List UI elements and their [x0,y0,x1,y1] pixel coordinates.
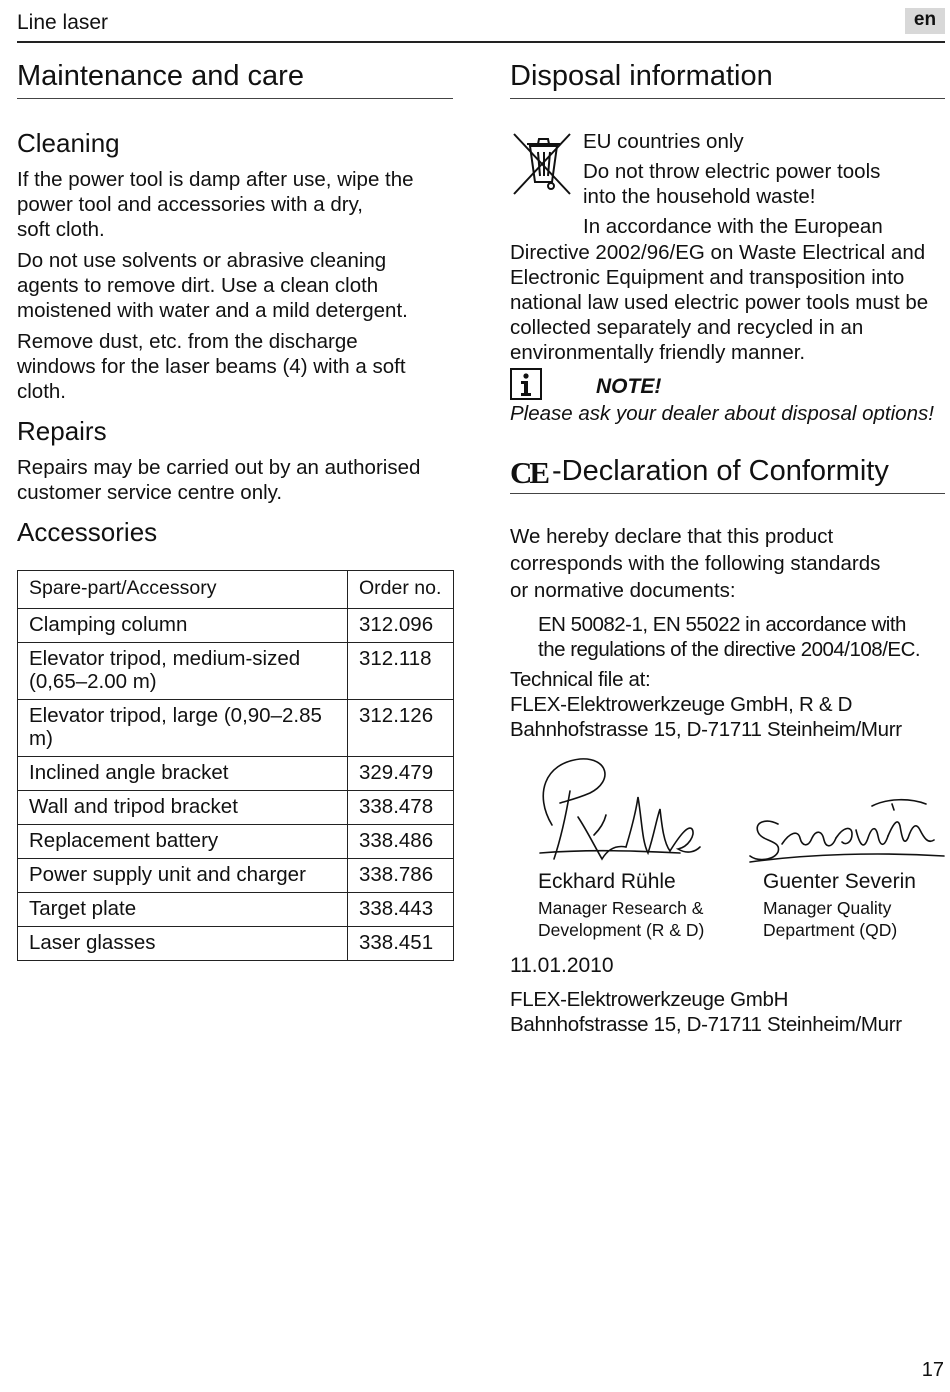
order-cell: 312.096 [348,609,454,643]
signatory-ruehle [538,870,758,941]
eu-only-label: EU countries only [583,130,744,153]
company-address [510,987,950,1037]
part-cell: Elevator tripod, large (0,90–2.85 m) [18,700,348,757]
part-cell: Target plate [18,893,348,927]
text-line: Bahnhofstrasse 15, D-71711 Steinheim/Murr [510,718,902,741]
table-row [18,859,454,893]
text-line: collected separately and recycled in an [510,316,864,339]
repairs-text [17,455,457,505]
accessories-heading: Accessories [17,517,158,547]
signature-severin [748,790,946,870]
technical-file [510,667,950,742]
signatory-role: Department (QD) [763,920,898,940]
section-divider [17,98,453,99]
accessories-table [17,570,454,961]
text-line: Remove dust, etc. from the discharge [17,330,358,353]
disposal-directive-text [510,240,950,365]
part-cell: Inclined angle bracket [18,757,348,791]
order-cell: 338.451 [348,927,454,961]
table-row [18,700,454,757]
text-line: power tool and accessories with a dry, [17,193,364,216]
table-row [18,757,454,791]
text-line: Electronic Equipment and transposition into [510,266,905,289]
order-cell: 338.486 [348,825,454,859]
text-line: Directive 2002/96/EG on Waste Electrical and [510,241,926,264]
signatory-role: Development (R & D) [538,920,705,940]
part-cell: Power supply unit and charger [18,859,348,893]
column-header-order: Order no. [348,571,454,609]
text-line: customer service centre only. [17,481,283,504]
repairs-heading: Repairs [17,416,107,446]
text-line: Do not use solvents or abrasive cleaning [17,249,387,272]
table-row [18,609,454,643]
page-number: 17 [921,1359,944,1381]
conformity-heading: -Declaration of Conformity [552,455,889,487]
text-line: If the power tool is damp after use, wipe the [17,168,414,191]
conformity-intro [510,523,950,604]
column-header-part: Spare-part/Accessory [18,571,348,609]
note-label: NOTE! [596,375,662,398]
cleaning-heading: Cleaning [17,128,120,158]
disposal-intro [583,129,943,239]
part-cell: Laser glasses [18,927,348,961]
disposal-heading: Disposal information [510,60,773,92]
order-cell: 338.786 [348,859,454,893]
text-line: cloth. [17,380,66,403]
text-line: environmentally friendly manner. [510,341,806,364]
table-row [18,825,454,859]
note-text: Please ask your dealer about disposal options! [510,402,934,425]
signatory-role: Manager Research & [538,898,704,918]
order-cell: 312.118 [348,643,454,700]
order-cell: 329.479 [348,757,454,791]
text-line: FLEX-Elektrowerkzeuge GmbH [510,988,789,1011]
text-line: the regulations of the directive 2004/108/EC. [538,638,921,661]
text-line: In accordance with the European [583,215,883,238]
signatory-name: Guenter Severin [763,870,916,893]
text-line: EN 50082-1, EN 55022 in accordance with [538,613,906,636]
text-line: Do not throw electric power tools [583,160,881,183]
page-header [17,0,945,43]
order-cell: 338.443 [348,893,454,927]
language-badge: en [905,8,945,34]
section-divider [510,98,945,99]
text-line: moistened with water and a mild detergent. [17,299,408,322]
text-line: FLEX-Elektrowerkzeuge GmbH, R & D [510,693,853,716]
text-line: Bahnhofstrasse 15, D-71711 Steinheim/Murr [510,1013,902,1036]
text-line: soft cloth. [17,218,105,241]
text-line: windows for the laser beams (4) with a soft [17,355,406,378]
maintenance-heading: Maintenance and care [17,60,304,92]
info-icon [510,368,542,400]
table-row [18,893,454,927]
text-line: into the household waste! [583,185,816,208]
text-line: national law used electric power tools must be [510,291,929,314]
cleaning-text [17,167,457,404]
text-line: agents to remove dirt. Use a clean cloth [17,274,379,297]
part-cell: Replacement battery [18,825,348,859]
crossed-out-wheelie-bin-icon [510,130,574,198]
part-cell: Wall and tripod bracket [18,791,348,825]
part-cell: Elevator tripod, medium-sized (0,65–2.00 m) [18,643,348,700]
text-line: Repairs may be carried out by an authorised [17,456,421,479]
table-header-row [18,571,454,609]
standards-list [538,612,948,662]
text-line: or normative documents: [510,579,736,602]
part-cell: Clamping column [18,609,348,643]
text-line: Technical file at: [510,668,651,691]
signatory-name: Eckhard Rühle [538,870,676,893]
document-title: Line laser [17,11,109,34]
table-row [18,791,454,825]
table-row [18,643,454,700]
text-line: We hereby declare that this product [510,525,834,548]
signatory-severin [763,870,948,941]
text-line: corresponds with the following standards [510,552,881,575]
declaration-date: 11.01.2010 [510,954,614,977]
ce-mark: CE [510,455,548,490]
signatory-role: Manager Quality [763,898,892,918]
table-row [18,927,454,961]
order-cell: 338.478 [348,791,454,825]
order-cell: 312.126 [348,700,454,757]
section-divider [510,493,945,494]
signature-ruehle [530,755,705,867]
